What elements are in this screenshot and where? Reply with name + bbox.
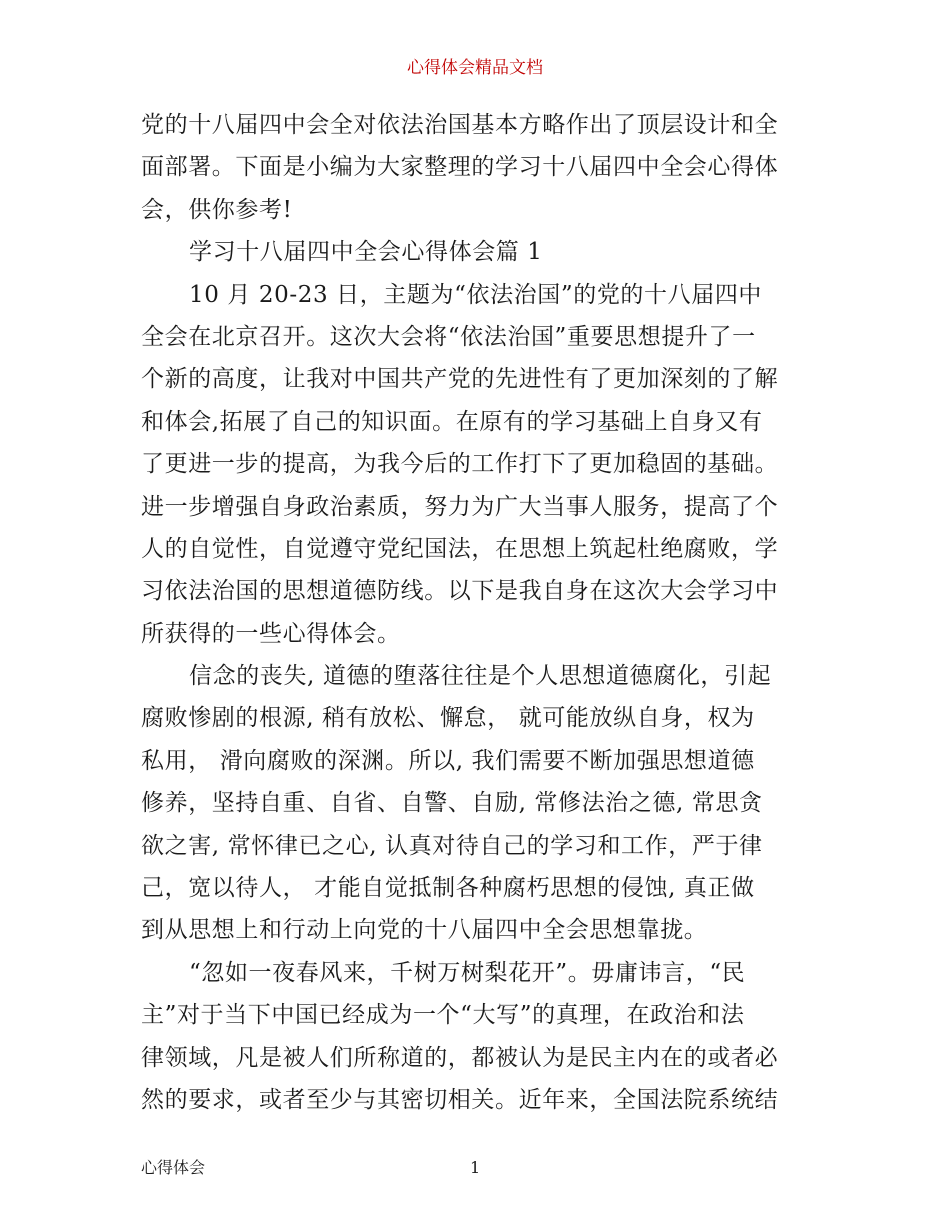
text-line: 了更进一步的提高，为我今后的工作打下了更加稳固的基础。	[141, 451, 779, 478]
document-body	[141, 104, 813, 1121]
text-line: 所获得的一些心得体会。	[141, 620, 401, 647]
text-line: 私用， 滑向腐败的深渊。所以, 我们需要不断加强思想道德	[141, 747, 755, 774]
text-line: 欲之害, 常怀律已之心, 认真对待自己的学习和工作，严于律	[141, 832, 763, 859]
text-line: 信念的丧失, 道德的堕落往往是个人思想道德腐化，引起	[189, 663, 772, 690]
text-line: 人的自觉性，自觉遵守党纪国法，在思想上筑起杜绝腐败，学	[141, 535, 779, 562]
text-line: 和体会,拓展了自己的知识面。在原有的学习基础上自身又有	[141, 408, 763, 435]
text-line: 习依法治国的思想道德防线。以下是我自身在这次大会学习中	[141, 578, 779, 605]
text-line: 面部署。下面是小编为大家整理的学习十八届四中全会心得体	[141, 154, 779, 181]
footer-label: 心得体会	[141, 1158, 206, 1177]
text-line: 律领域，凡是被人们所称道的，都被认为是民主内在的或者必	[141, 1044, 779, 1071]
text-line: 主”对于当下中国已经成为一个“大写”的真理，在政治和法	[141, 1002, 745, 1029]
text-line: 党的十八届四中会全对依法治国基本方略作出了顶层设计和全	[141, 112, 779, 138]
text-line: 到从思想上和行动上向党的十八届四中全会思想靠拢。	[141, 917, 708, 944]
text-line: 己，宽以待人， 才能自觉抵制各种腐朽思想的侵蚀, 真正做	[141, 875, 755, 902]
text-line: 修养，坚持自重、自省、自警、自励, 常修法治之德, 常思贪	[141, 790, 763, 817]
text-line: 10 月 20-23 日，主题为“依法治国”的党的十八届四中	[189, 281, 763, 308]
text-line: 学习十八届四中全会心得体会篇 1	[189, 239, 543, 266]
page-number: 1	[470, 1158, 481, 1177]
text-line: “忽如一夜春风来，千树万树梨花开”。毋庸讳言，“民	[189, 959, 746, 986]
text-line: 腐败惨剧的根源, 稍有放松、懈怠， 就可能放纵自身，权为	[141, 705, 755, 732]
text-line: 会，供你参考!	[141, 196, 293, 223]
text-line: 然的要求，或者至少与其密切相关。近年来，全国法院系统结	[141, 1086, 779, 1113]
text-line: 全会在北京召开。这次大会将“依法治国”重要思想提升了一	[141, 323, 756, 350]
text-line: 进一步增强自身政治素质，努力为广大当事人服务，提高了个	[141, 493, 779, 520]
text-line: 个新的高度，让我对中国共产党的先进性有了更加深刻的了解	[141, 366, 779, 393]
document-header-title: 心得体会精品文档	[407, 58, 543, 78]
